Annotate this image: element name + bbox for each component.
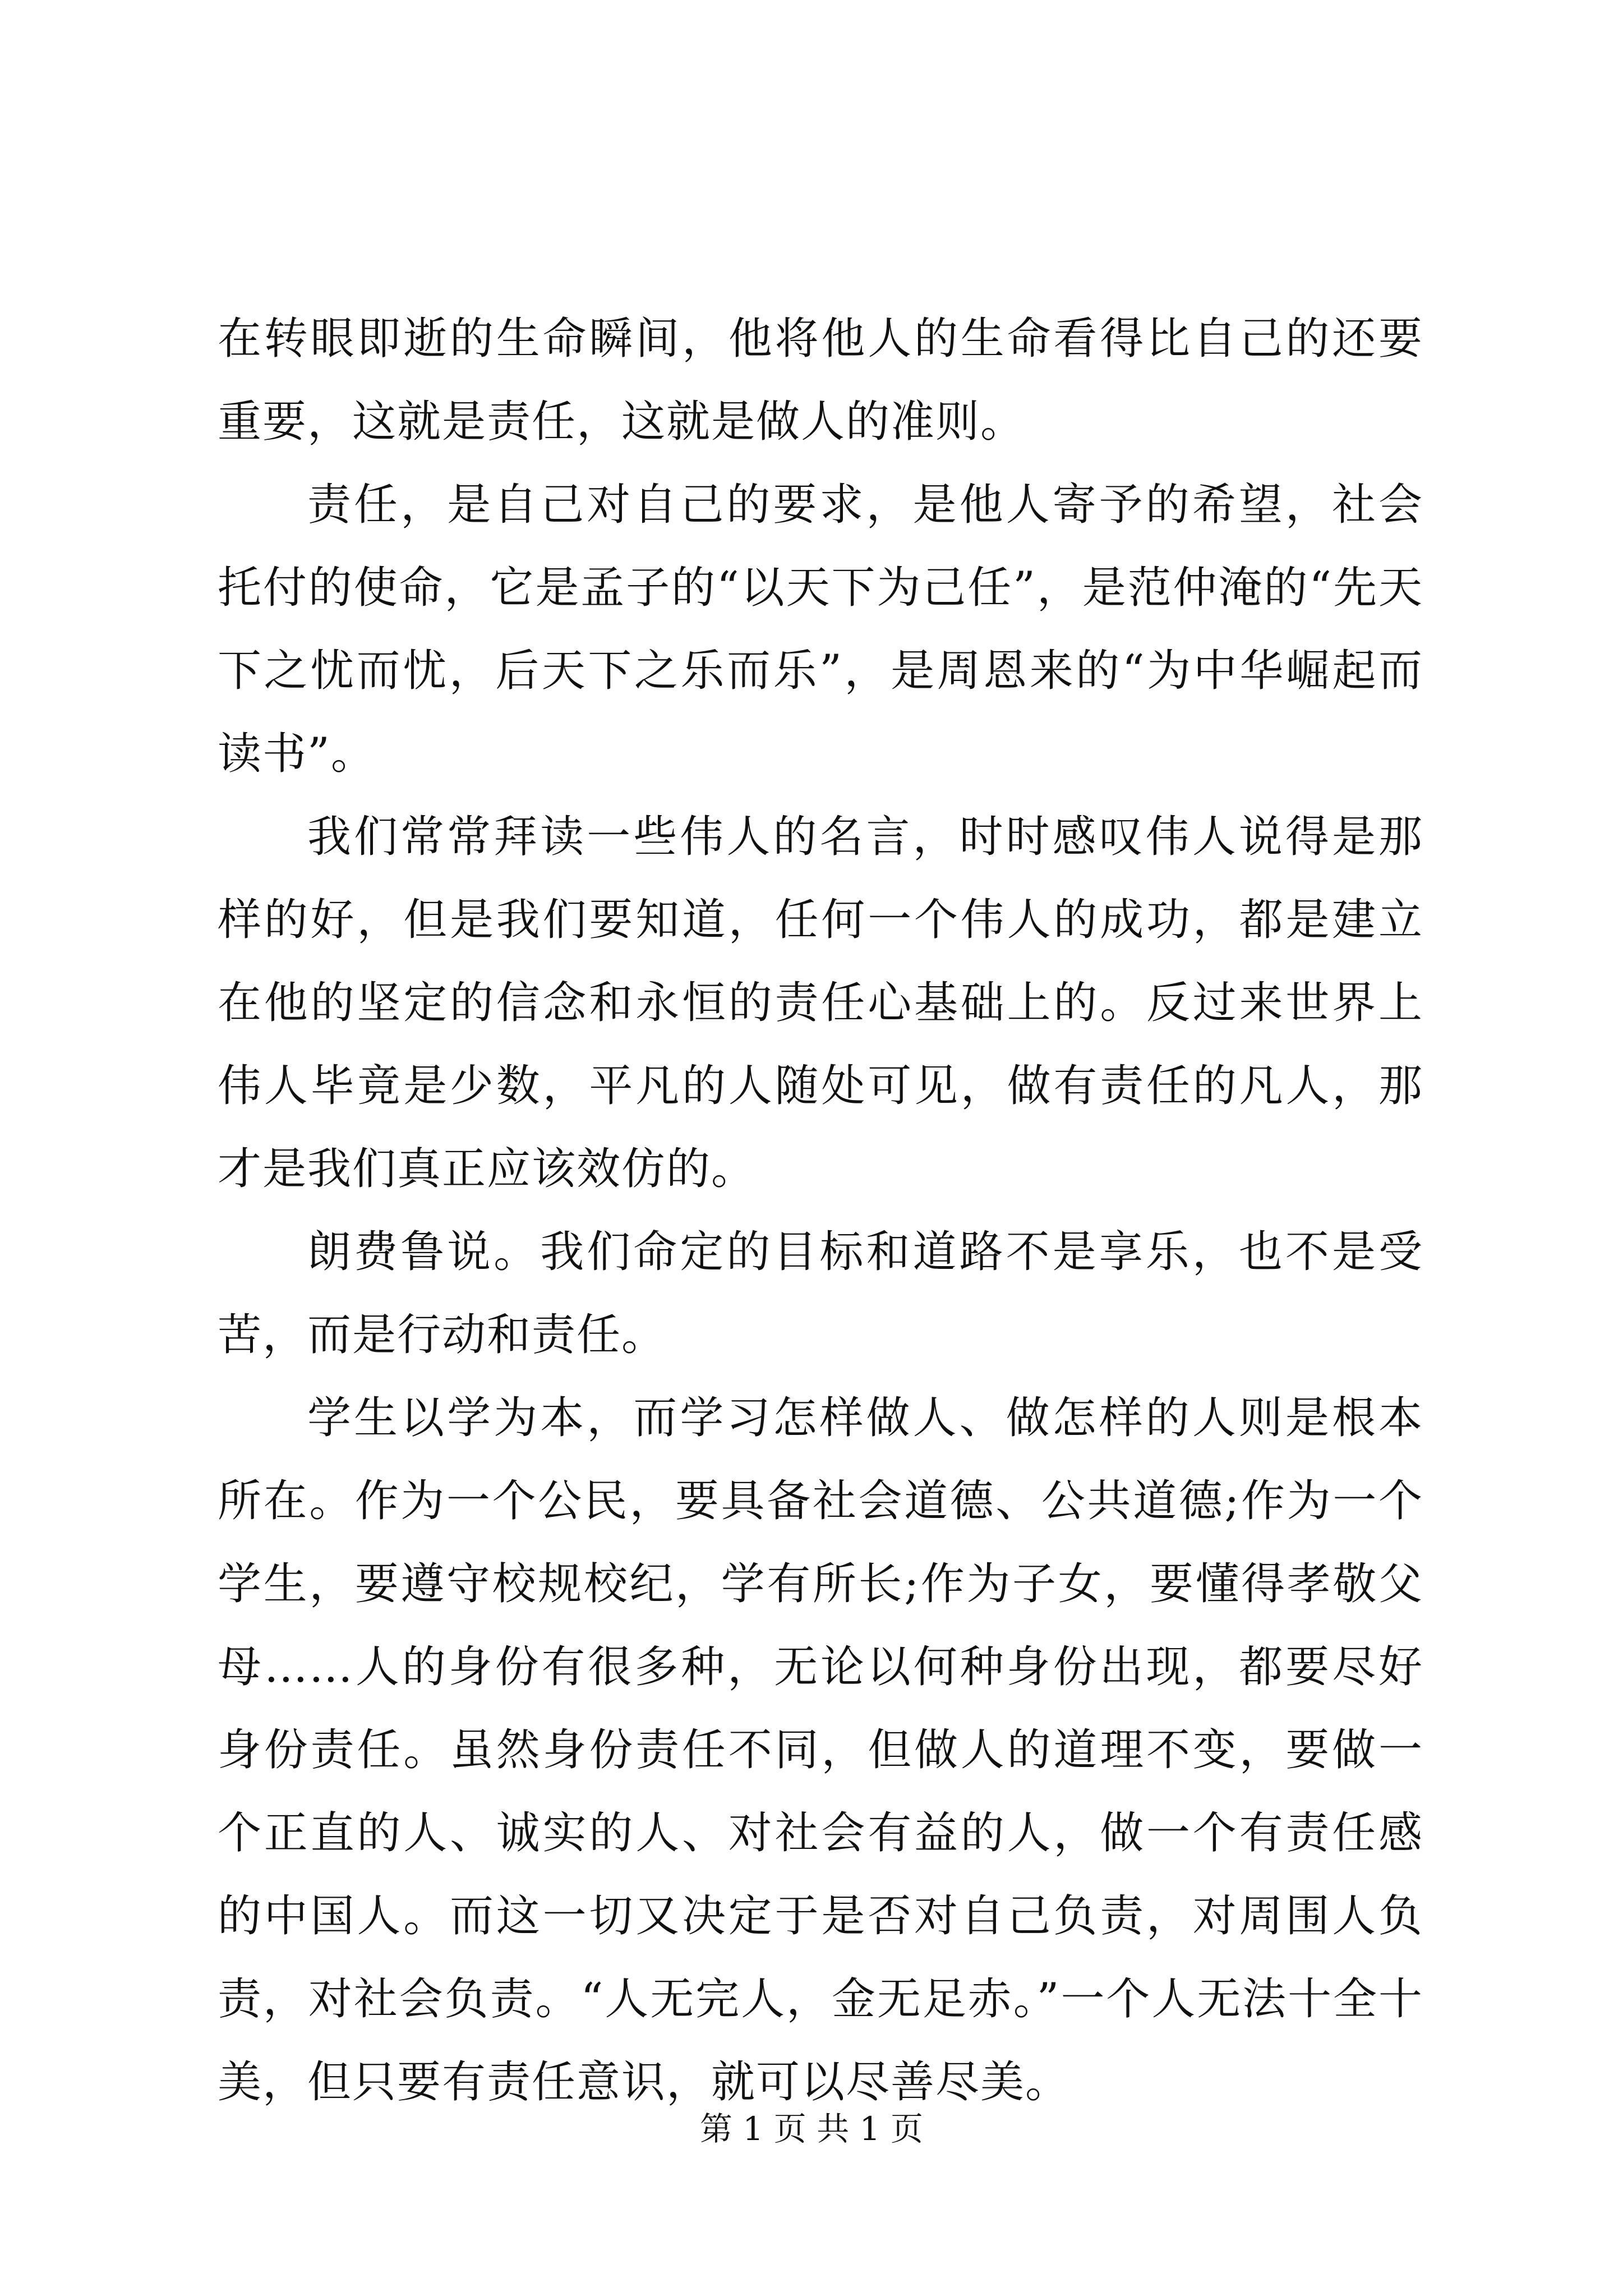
paragraph-2: 责任，是自己对自己的要求，是他人寄予的希望，社会托付的使命，它是孟子的“以天下为己任”，是范仲淹的“先天下之忧而忧，后天下之乐而乐”，是周恩来的“为中华崛起而读书”。 [218, 480, 1423, 779]
paragraph-3: 我们常常拜读一些伟人的名言，时时感叹伟人说得是那样的好，但是我们要知道，任何一个伟人的成功，都是建立在他的坚定的信念和永恒的责任心基础上的。反过来世界上伟人毕竟是少数，平凡的人随处可见，做有责任的凡人，那才是我们真正应该效仿的。 [218, 812, 1423, 1194]
paragraph-1: 在转眼即逝的生命瞬间，他将他人的生命看得比自己的还要重要，这就是责任，这就是做人的准则。 [218, 314, 1423, 447]
document-body [218, 297, 1423, 2124]
paragraph-4: 朗费鲁说。我们命定的目标和道路不是享乐，也不是受苦，而是行动和责任。 [218, 1227, 1423, 1360]
page-footer: 第 1 页 共 1 页 [700, 2110, 923, 2148]
paragraph-5: 学生以学为本，而学习怎样做人、做怎样的人则是根本所在。作为一个公民，要具备社会道德、公共道德;作为一个学生，要遵守校规校纪，学有所长;作为子女，要懂得孝敬父母……人的身份有很多种，无论以何种身份出现，都要尽好身份责任。虽然身份责任不同，但做人的道理不变，要做一个正直的人、诚实的人、对社会有益的人，做一个有责任感的中国人。而这一切又决定于是否对自己负责，对周围人负责，对社会负责。“人无完人，金无足赤。”一个人无法十全十美，但只要有责任意识，就可以尽善尽美。 [218, 1393, 1423, 2108]
